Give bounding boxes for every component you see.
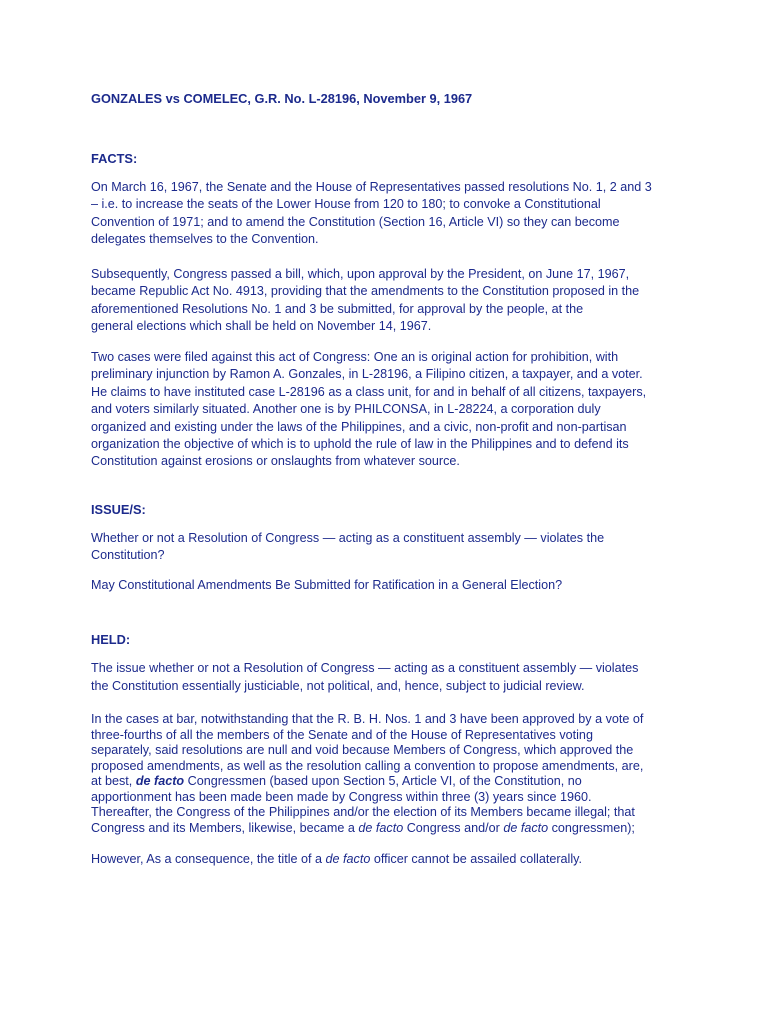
emphasis-de-facto: de facto bbox=[135, 774, 185, 788]
text-run: Congress and its Members, likewise, became a bbox=[91, 820, 359, 835]
text-line: May Constitutional Amendments Be Submitted for Ratification in a General Election? bbox=[91, 578, 563, 592]
text-line: the Constitution essentially justiciable, not political, and, hence, subject to judicial review. bbox=[91, 679, 585, 694]
text-line: Thereafter, the Congress of the Philippines and/or the election of its Members became illegal; that bbox=[91, 805, 635, 819]
held-paragraph-2 bbox=[91, 712, 691, 836]
text-run: Congressmen (based upon Section 5, Article VI, of the Constitution, no bbox=[184, 774, 582, 788]
held-paragraph-3 bbox=[91, 851, 691, 868]
facts-paragraph-3 bbox=[91, 349, 691, 471]
text-run: However, As a consequence, the title of a bbox=[91, 852, 326, 866]
emphasis-de-facto: de facto bbox=[325, 852, 371, 866]
issue-question-2 bbox=[91, 577, 691, 594]
text-run: congressmen); bbox=[548, 820, 635, 835]
text-line: preliminary injunction by Ramon A. Gonzales, in L-28196, a Filipino citizen, a taxpayer, and a voter. bbox=[91, 367, 643, 382]
text-line: and voters similarly situated. Another one is by PHILCONSA, in L-28224, a corporation duly bbox=[91, 402, 601, 417]
text-line: Constitution? bbox=[91, 548, 165, 563]
text-line: On March 16, 1967, the Senate and the House of Representatives passed resolutions No. 1, 2 and 3 bbox=[91, 180, 652, 194]
text-line: organized and existing under the laws of the Philippines, and a civic, non-profit and non-partisan bbox=[91, 419, 627, 434]
case-title: GONZALES vs COMELEC, G.R. No. L-28196, November 9, 1967 bbox=[91, 91, 473, 106]
text-line: Whether or not a Resolution of Congress — acting as a constituent assembly — violates the bbox=[91, 531, 605, 545]
issue-question-1 bbox=[91, 530, 691, 565]
text-line: separately, said resolutions are null and void because Members of Congress, which approved the bbox=[91, 743, 634, 757]
text-line: The issue whether or not a Resolution of Congress — acting as a constituent assembly — violates bbox=[91, 661, 639, 675]
text-line: Constitution against erosions or onslaughts from whatever source. bbox=[91, 454, 460, 469]
text-run: at best, bbox=[91, 774, 136, 788]
text-line: Two cases were filed against this act of Congress: One an is original action for prohibition, with bbox=[91, 350, 619, 364]
emphasis-de-facto: de facto bbox=[503, 820, 549, 835]
text-line: In the cases at bar, notwithstanding that the R. B. H. Nos. 1 and 3 have been approved by a vote of bbox=[91, 712, 644, 726]
text-line: Subsequently, Congress passed a bill, which, upon approval by the President, on June 17, 1967, bbox=[91, 267, 630, 281]
issues-heading: ISSUE/S: bbox=[91, 502, 146, 517]
text-line: delegates themselves to the Convention. bbox=[91, 232, 319, 247]
text-line: three-fourths of all the members of the Senate and of the House of Representatives voting bbox=[91, 727, 593, 742]
text-run: officer cannot be assailed collaterally. bbox=[370, 852, 582, 866]
text-run: Congress and/or bbox=[403, 820, 504, 835]
emphasis-de-facto: de facto bbox=[358, 820, 404, 835]
held-paragraph-1 bbox=[91, 660, 691, 696]
facts-heading: FACTS: bbox=[91, 151, 138, 166]
text-line: became Republic Act No. 4913, providing that the amendments to the Constitution proposed in the bbox=[91, 284, 640, 299]
text-line: aforementioned Resolutions No. 1 and 3 be submitted, for approval by the people, at the bbox=[91, 301, 584, 316]
text-line bbox=[91, 851, 691, 868]
text-line: general elections which shall be held on November 14, 1967. bbox=[91, 319, 432, 334]
text-line: proposed amendments, as well as the resolution calling a convention to propose amendments, are, bbox=[91, 758, 644, 773]
text-line bbox=[91, 774, 691, 790]
text-line: apportionment has been made been made by Congress within three (3) years since 1960. bbox=[91, 789, 592, 804]
facts-paragraph-1 bbox=[91, 179, 691, 249]
text-line: He claims to have instituted case L-28196 as a class unit, for and in behalf of all citizens, taxpayers, bbox=[91, 384, 647, 399]
facts-paragraph-2 bbox=[91, 266, 691, 336]
text-line: – i.e. to increase the seats of the Lower House from 120 to 180; to convoke a Constitutional bbox=[91, 197, 601, 212]
text-line: Convention of 1971; and to amend the Constitution (Section 16, Article VI) so they can become bbox=[91, 214, 620, 229]
text-line: organization the objective of which is to uphold the rule of law in the Philippines and to defend its bbox=[91, 437, 629, 452]
held-heading: HELD: bbox=[91, 632, 131, 647]
text-line bbox=[91, 821, 691, 837]
